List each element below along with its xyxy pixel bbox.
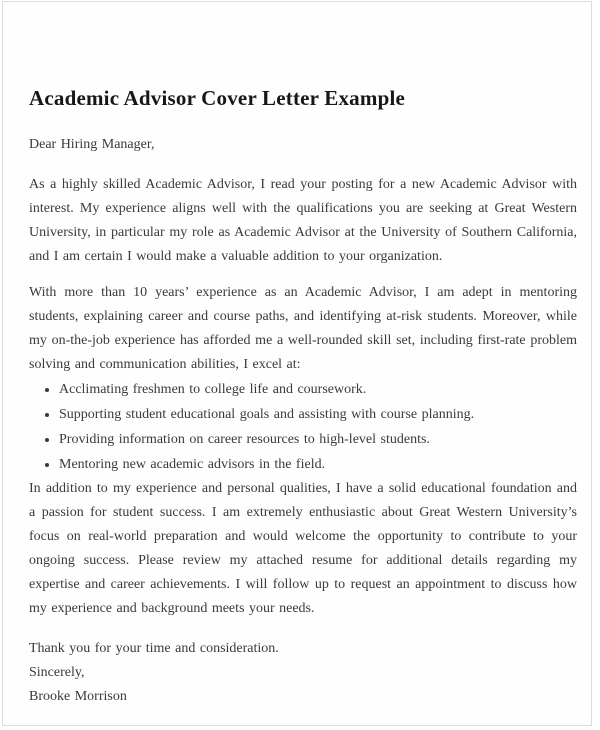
list-item: • Supporting student educational goals and assisting with course planning.: [59, 402, 577, 427]
paragraph-experience: With more than 10 years’ experience as an Academic Advisor, I am adept in mentoring students, explaining career and course paths, and identifying at-risk students. Moreover, while my on-the-job experience has afforded me a well-rounded skill set, including first-rate problem solving and communication abilities, I excel at:: [29, 285, 577, 372]
paragraph-intro: As a highly skilled Academic Advisor, I read your posting for a new Academic Advisor with interest. My experience aligns well with the qualifications you are seeking at Great Western University, in particular my role as Academic Advisor at the University of Southern California, and I am certain I would make a valuable addition to your organization.: [29, 177, 577, 264]
cover-letter-page: [2, 1, 592, 726]
thanks-line: Thank you for your time and consideration.: [29, 641, 279, 656]
skills-list: [29, 377, 577, 477]
list-item: • Acclimating freshmen to college life and coursework.: [59, 377, 577, 402]
salutation: Dear Hiring Manager,: [29, 137, 155, 152]
list-item: • Providing information on career resources to high-level students.: [59, 427, 577, 452]
list-item: • Mentoring new academic advisors in the field.: [59, 452, 577, 477]
signoff-line: Sincerely,: [29, 665, 85, 680]
page-title: Academic Advisor Cover Letter Example: [29, 86, 406, 110]
signature-line: Brooke Morrison: [29, 689, 127, 704]
paragraph-closing: In addition to my experience and personal qualities, I have a solid educational foundation and a passion for student success. I am extremely enthusiastic about Great Western University’s focus on real-world preparation and would welcome the opportunity to contribute to your ongoing success. Please review my attached resume for additional details regarding my expertise and career achievements. I will follow up to request an appointment to discuss how my experience and background meets your needs.: [29, 481, 577, 616]
